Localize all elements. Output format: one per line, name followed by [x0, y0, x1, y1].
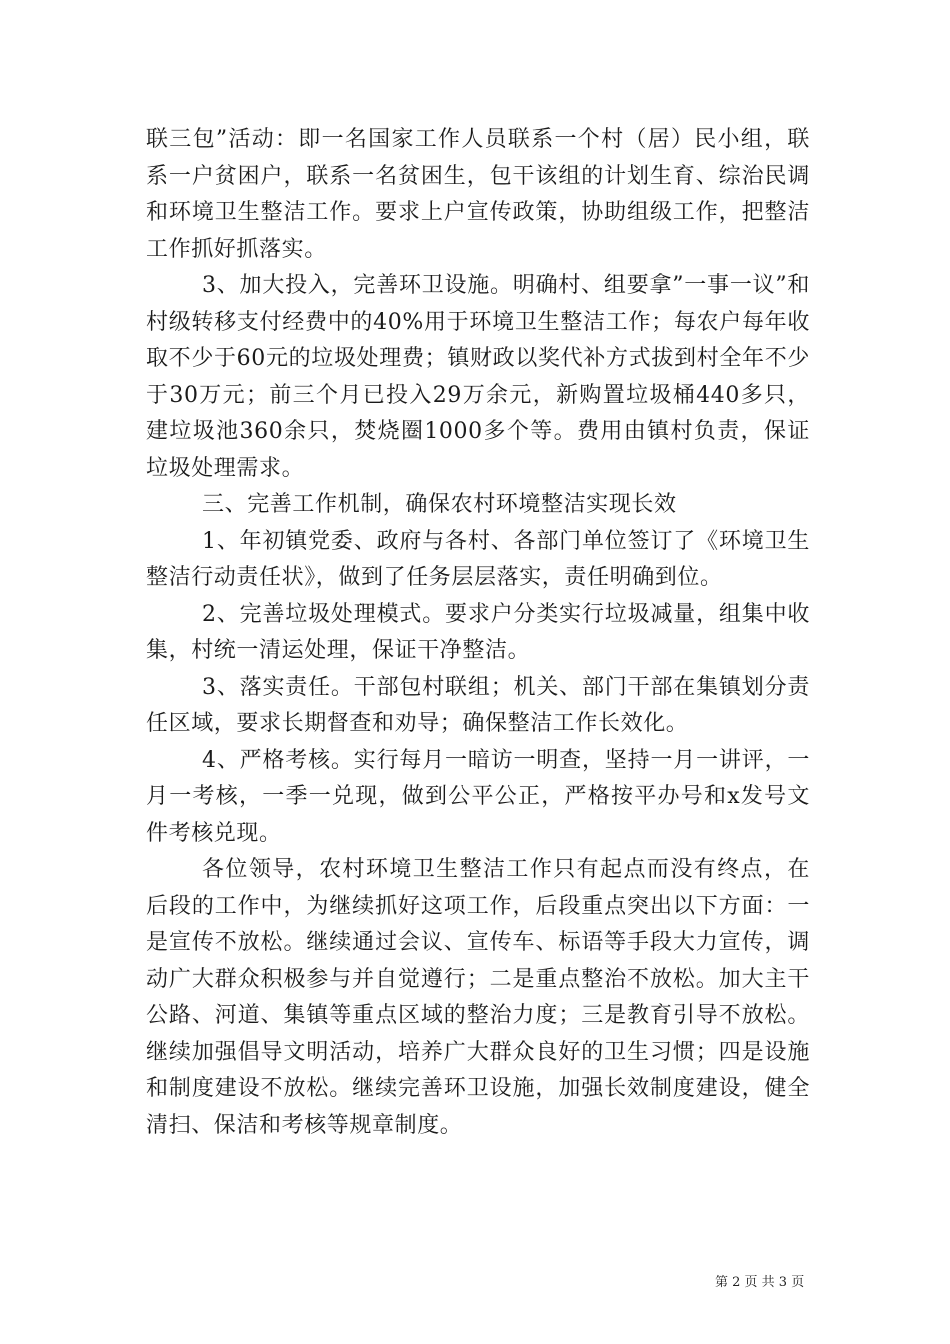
paragraph-item-3-investment: 3、加大投入，完善环卫设施。明确村、组要拿”一事一议”和村级转移支付经费中的40%用于环境卫生整洁工作；每农户每年收取不少于60元的垃圾处理费；镇财政以奖代补方式拔到村全年不少于30万元；前三个月已投入29万余元，新购置垃圾桶440多只，建垃圾池360余只，焚烧圈1000多个等。费用由镇村负责，保证垃圾处理需求。	[146, 273, 810, 481]
paragraph-item-1-responsibility: 1、年初镇党委、政府与各村、各部门单位签订了《环境卫生整洁行动责任状》，做到了任务层层落实，责任明确到位。	[146, 528, 810, 590]
page-number: 第 2 页 共 3 页	[715, 1275, 805, 1290]
paragraph-closing: 各位领导，农村环境卫生整洁工作只有起点而没有终点，在后段的工作中，为继续抓好这项工作，后段重点突出以下方面：一是宣传不放松。继续通过会议、宣传车、标语等手段大力宣传，调动广大群众积极参与并自觉遵行；二是重点整治不放松。加大主干公路、河道、集镇等重点区域的整治力度；三是教育引导不放松。继续加强倡导文明活动，培养广大群众良好的卫生习惯；四是设施和制度建设不放松。继续完善环卫设施，加强长效制度建设，健全清扫、保洁和考核等规章制度。	[146, 857, 810, 1138]
paragraph-item-2-garbage-mode: 2、完善垃圾处理模式。要求户分类实行垃圾减量，组集中收集，村统一清运处理，保证干净整洁。	[146, 601, 810, 663]
section-heading-3: 三、完善工作机制，确保农村环境整洁实现长效	[202, 492, 677, 517]
document-body	[146, 122, 810, 1144]
paragraph-continuation: 联三包”活动：即一名国家工作人员联系一个村（居）民小组，联系一户贫困户，联系一名贫困生，包干该组的计划生育、综治民调和环境卫生整洁工作。要求上户宣传政策，协助组级工作，把整洁工作抓好抓落实。	[146, 127, 810, 262]
paragraph-item-4-assessment: 4、严格考核。实行每月一暗访一明查，坚持一月一讲评，一月一考核，一季一兑现，做到公平公正，严格按平办号和x发号文件考核兑现。	[146, 747, 810, 846]
paragraph-item-3-accountability: 3、落实责任。干部包村联组；机关、部门干部在集镇划分责任区域，要求长期督查和劝导；确保整洁工作长效化。	[146, 674, 810, 736]
